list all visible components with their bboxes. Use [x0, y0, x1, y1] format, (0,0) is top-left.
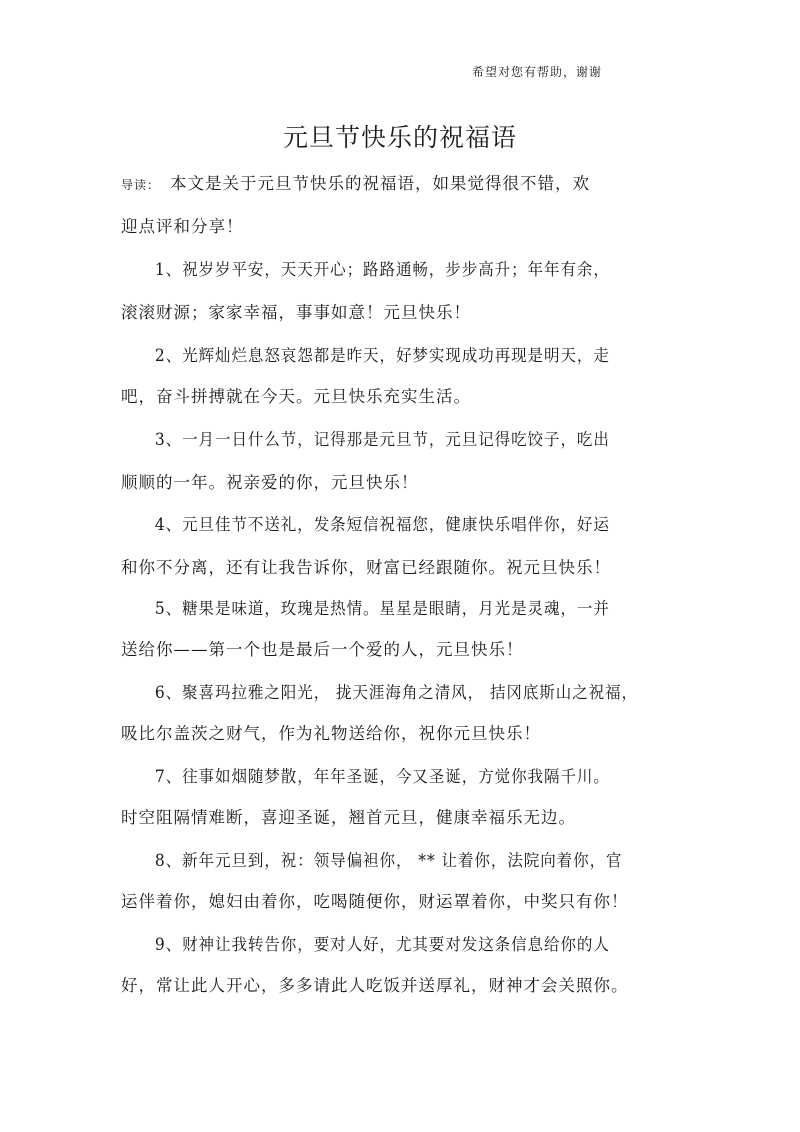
- intro-text-1: 本文是关于元旦节快乐的祝福语，如果觉得很不错，欢: [170, 174, 591, 193]
- blessing-3-line-2: 顺顺的一年。祝亲爱的你，元旦快乐！: [121, 473, 419, 492]
- document-title: 元旦节快乐的祝福语: [282, 123, 517, 152]
- blessing-8-line-1: 8、新年元旦到，祝：领导偏袒你， ** 让着你，法院向着你，官: [154, 851, 623, 870]
- blessing-5-line-2: 送给你——第一个也是最后一个爱的人，元旦快乐！: [121, 640, 524, 659]
- blessing-6-line-1: 6、聚喜玛拉雅之阳光， 拢天涯海角之清风， 拮冈底斯山之祝福，: [154, 683, 638, 702]
- blessing-2-line-1: 2、光辉灿烂息怒哀怨都是昨天，好梦实现成功再现是明天，走: [154, 346, 610, 365]
- blessing-8-line-2: 运伴着你，媳妇由着你，吃喝随便你，财运罩着你，中奖只有你！: [121, 892, 629, 911]
- blessing-7-line-2: 时空阻隔情难断，喜迎圣诞，翘首元旦，健康幸福乐无边。: [121, 808, 576, 827]
- blessing-9-line-2: 好，常让此人开心，多多请此人吃饭并送厚礼，财神才会关照你。: [121, 976, 629, 995]
- intro-line-2: 迎点评和分享！: [121, 217, 244, 236]
- blessing-3-line-1: 3、一月一日什么节，记得那是元旦节，元旦记得吃饺子，吃出: [154, 430, 610, 449]
- blessing-5-line-1: 5、糖果是味道，玫瑰是热情。星星是眼睛，月光是灵魂，一并: [154, 599, 610, 618]
- blessing-6-line-2: 吸比尔盖茨之财气，作为礼物送给你，祝你元旦快乐！: [121, 724, 541, 743]
- blessing-7-line-1: 7、往事如烟随梦散，年年圣诞，今又圣诞，方觉你我隔千川。: [154, 767, 610, 786]
- intro-line-1: [121, 172, 681, 197]
- blessing-9-line-1: 9、财神让我转告你，要对人好，尤其要对发这条信息给你的人: [154, 935, 610, 954]
- blessing-1-line-1: 1、祝岁岁平安，天天开心；路路通畅，步步高升；年年有余，: [154, 260, 610, 279]
- header-note: 希望对您有帮助，谢谢: [472, 65, 603, 79]
- blessing-2-line-2: 吧，奋斗拼搏就在今天。元旦快乐充实生活。: [121, 387, 471, 406]
- intro-label: 导读：: [121, 178, 161, 192]
- blessing-4-line-1: 4、元旦佳节不送礼，发条短信祝福您，健康快乐唱伴你，好运: [154, 515, 610, 534]
- blessing-1-line-2: 滚滚财源；家家幸福，事事如意！元旦快乐！: [121, 303, 471, 322]
- blessing-4-line-2: 和你不分离，还有让我告诉你，财富已经跟随你。祝元旦快乐！: [121, 558, 611, 577]
